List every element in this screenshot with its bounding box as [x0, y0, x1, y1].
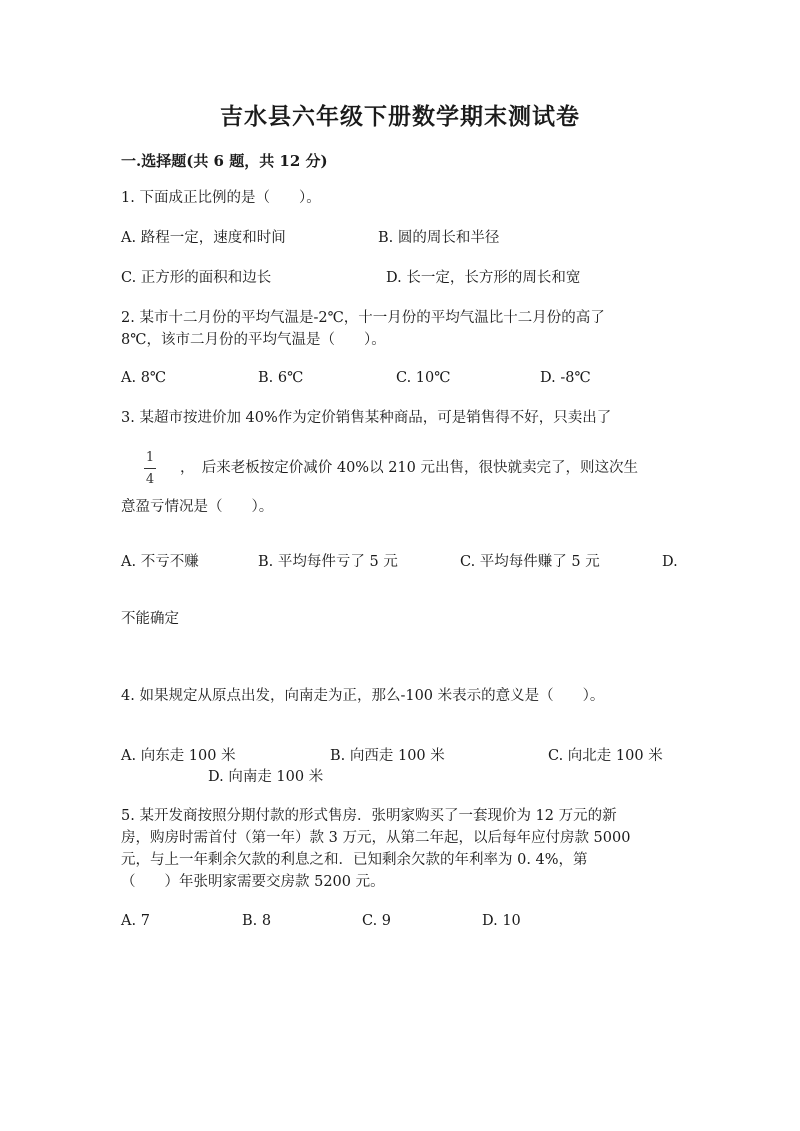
question-3-option-a: A. 不亏不赚: [121, 554, 199, 570]
question-3-option-c: C. 平均每件赚了 5 元: [460, 554, 600, 570]
section-heading: 一.选择题(共 6 题，共 12 分): [121, 152, 328, 170]
question-5-option-a: A. 7: [121, 913, 150, 929]
question-2-option-c: C. 10℃: [396, 370, 451, 386]
question-1-option-c: C. 正方形的面积和边长: [121, 270, 272, 286]
question-4-option-d: D. 向南走 100 米: [208, 769, 324, 785]
question-4-option-c: C. 向北走 100 米: [548, 748, 663, 764]
question-5-stem-line-1: 5. 某开发商按照分期付款的形式售房．张明家购买了一套现价为 12 万元的新: [121, 808, 617, 824]
question-5-option-b: B. 8: [242, 913, 272, 929]
question-5-option-d: D. 10: [482, 913, 521, 929]
question-2-option-b: B. 6℃: [258, 370, 304, 386]
question-4-option-b: B. 向西走 100 米: [330, 748, 445, 764]
fraction-denominator: 4: [145, 472, 155, 487]
question-1-option-b: B. 圆的周长和半径: [378, 230, 500, 246]
question-2-option-d: D. -8℃: [540, 370, 591, 386]
question-1-option-d: D. 长一定，长方形的周长和宽: [386, 270, 581, 286]
question-3-stem-line-1: 3. 某超市按进价加 40%作为定价销售某种商品，可是销售得不好，只卖出了: [121, 410, 612, 426]
question-5-stem-line-2: 房，购房时需首付（第一年）款 3 万元，从第二年起，以后每年应付房款 5000: [121, 830, 631, 846]
question-1-stem: 1. 下面成正比例的是（ ）。: [121, 190, 321, 206]
question-2-stem-line-2: 8℃，该市二月份的平均气温是（ ）。: [121, 332, 386, 348]
fraction-bar: [144, 468, 156, 469]
question-5-option-c: C. 9: [362, 913, 392, 929]
question-3-stem-line-3: 意盈亏情况是（ ）。: [121, 499, 274, 515]
page-title: 吉水县六年级下册数学期末测试卷: [220, 103, 580, 130]
question-3-stem-line-2: ， 后来老板按定价减价 40%以 210 元出售，很快就卖完了，则这次生: [180, 460, 638, 476]
question-1-option-a: A. 路程一定，速度和时间: [121, 230, 286, 246]
question-2-option-a: A. 8℃: [121, 370, 167, 386]
fraction-one-quarter: [140, 450, 160, 488]
fraction-numerator: 1: [145, 450, 155, 465]
question-5-stem-line-3: 元，与上一年剩余欠款的利息之和．已知剩余欠款的年利率为 0. 4%，第: [121, 852, 588, 868]
question-4-option-a: A. 向东走 100 米: [121, 748, 236, 764]
question-3-option-d-text: 不能确定: [121, 611, 179, 627]
question-3-option-d-label: D.: [662, 554, 678, 570]
question-4-stem: 4. 如果规定从原点出发，向南走为正，那么-100 米表示的意义是（ ）。: [121, 688, 605, 704]
question-2-stem-line-1: 2. 某市十二月份的平均气温是-2℃，十一月份的平均气温比十二月份的高了: [121, 310, 605, 326]
question-3-option-b: B. 平均每件亏了 5 元: [258, 554, 398, 570]
question-5-stem-line-4: （ ）年张明家需要交房款 5200 元。: [121, 874, 385, 890]
